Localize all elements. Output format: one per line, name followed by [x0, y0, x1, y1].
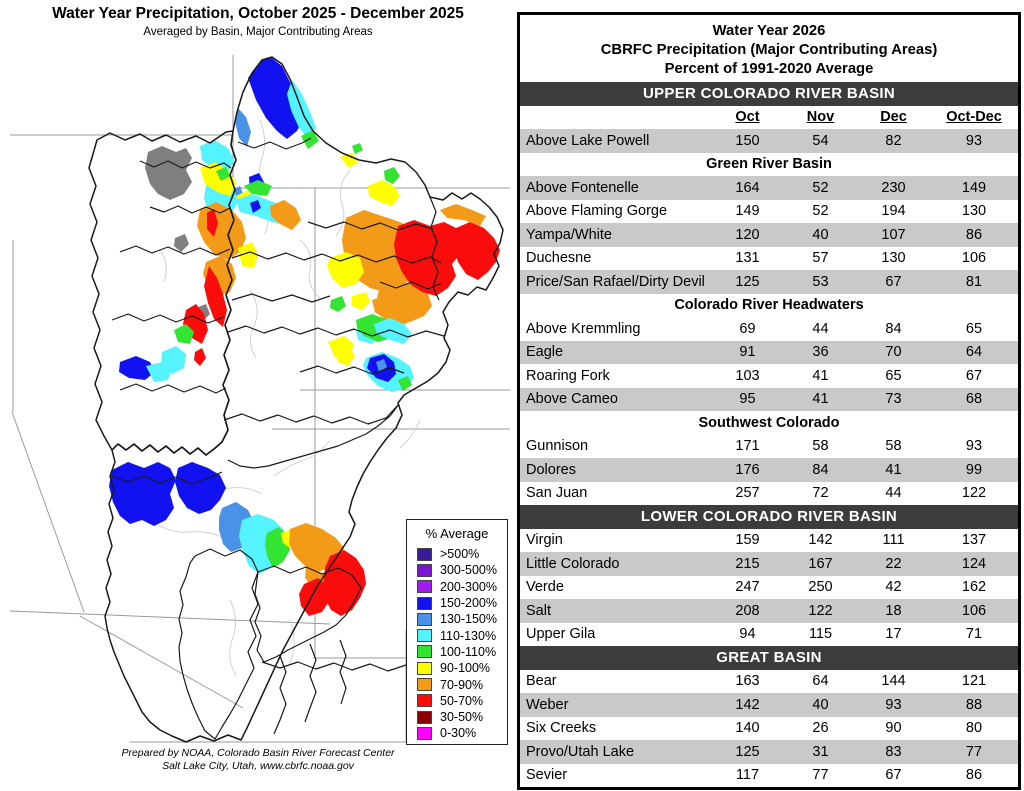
- legend-swatch-icon: [417, 694, 432, 707]
- row-value: 140: [735, 720, 760, 737]
- legend-title: % Average: [425, 526, 489, 541]
- row-basin-name: Price/San Rafael/Dirty Devil: [526, 273, 705, 290]
- row-value: 58: [812, 438, 829, 455]
- row-value: 31: [812, 743, 829, 760]
- table-row: [520, 223, 1018, 247]
- row-value: 82: [885, 132, 902, 149]
- row-value: 67: [885, 767, 902, 784]
- legend-label: 150-200%: [440, 596, 497, 611]
- table-row: [520, 599, 1018, 623]
- table-title-line1: Water Year 2026: [712, 23, 826, 39]
- legend-label: 100-110%: [440, 644, 497, 659]
- row-value: 120: [735, 226, 760, 243]
- row-value: 150: [735, 132, 760, 149]
- row-value: 171: [735, 438, 760, 455]
- row-basin-name: Eagle: [526, 344, 564, 361]
- table-row: [520, 482, 1018, 506]
- table-row: [520, 693, 1018, 717]
- map-footer: [0, 747, 516, 773]
- row-basin-name: Roaring Fork: [526, 367, 610, 384]
- table-row: [520, 740, 1018, 764]
- row-basin-name: Little Colorado: [526, 555, 620, 572]
- basin-band-header: LOWER COLORADO RIVER BASIN: [520, 505, 1018, 529]
- legend-item: [407, 676, 507, 692]
- row-value: 122: [961, 485, 987, 502]
- table-title-line2: CBRFC Precipitation (Major Contributing Areas): [600, 42, 938, 58]
- row-basin-name: San Juan: [526, 485, 588, 502]
- legend-swatch-icon: [417, 645, 432, 658]
- row-value: 68: [965, 391, 983, 408]
- row-value: 64: [965, 344, 983, 361]
- row-value: 44: [812, 320, 829, 337]
- column-header: Oct: [735, 109, 760, 126]
- table-row: [520, 623, 1018, 647]
- legend-label: 110-130%: [440, 628, 497, 643]
- row-value: 88: [965, 696, 983, 713]
- row-value: 115: [808, 626, 833, 643]
- table-row: [520, 270, 1018, 294]
- row-basin-name: Dolores: [526, 461, 576, 478]
- table-row: [520, 317, 1018, 341]
- legend-label: 300-500%: [440, 563, 497, 578]
- row-value: 71: [965, 626, 983, 643]
- map-title: Water Year Precipitation, October 2025 - December 2025: [52, 5, 464, 22]
- row-value: 65: [965, 320, 983, 337]
- row-value: 69: [739, 320, 756, 337]
- row-basin-name: Sevier: [526, 767, 568, 784]
- legend-swatch-icon: [417, 580, 432, 593]
- table-row: [520, 552, 1018, 576]
- row-value: 99: [965, 461, 983, 478]
- legend-item: [407, 627, 507, 643]
- row-value: 54: [812, 132, 829, 149]
- legend-item: [407, 562, 507, 578]
- row-value: 230: [881, 179, 906, 196]
- row-basin-name: Above Cameo: [526, 391, 618, 408]
- row-value: 106: [961, 602, 987, 619]
- row-value: 22: [885, 555, 902, 572]
- row-value: 41: [885, 461, 902, 478]
- subbasin-header: Green River Basin: [706, 156, 832, 173]
- row-value: 247: [735, 579, 760, 596]
- row-value: 125: [735, 743, 760, 760]
- table-row: [520, 388, 1018, 412]
- precip-table-body: [520, 82, 1018, 787]
- row-value: 124: [961, 555, 987, 572]
- row-value: 26: [812, 720, 829, 737]
- table-title-line3: Percent of 1991-2020 Average: [664, 61, 874, 77]
- table-row: [520, 364, 1018, 388]
- row-value: 162: [961, 579, 987, 596]
- row-value: 42: [885, 579, 902, 596]
- row-basin-name: Above Fontenelle: [526, 179, 639, 196]
- row-value: 149: [735, 203, 760, 220]
- legend-label: 50-70%: [440, 693, 484, 708]
- legend-swatch-icon: [417, 727, 432, 740]
- row-value: 44: [885, 485, 902, 502]
- row-value: 122: [808, 602, 833, 619]
- row-basin-name: Weber: [526, 696, 569, 713]
- row-basin-name: Gunnison: [526, 438, 589, 455]
- legend-swatch-icon: [417, 548, 432, 561]
- row-value: 67: [965, 367, 983, 384]
- legend-label: 90-100%: [440, 661, 491, 676]
- row-value: 103: [735, 367, 760, 384]
- legend-swatch-icon: [417, 711, 432, 724]
- row-value: 176: [735, 461, 760, 478]
- legend-label: 70-90%: [440, 677, 484, 692]
- legend-swatch-icon: [417, 613, 432, 626]
- row-value: 250: [808, 579, 833, 596]
- row-value: 142: [735, 696, 760, 713]
- row-value: 131: [735, 250, 760, 267]
- row-value: 130: [881, 250, 906, 267]
- legend-item: [407, 579, 507, 595]
- row-value: 91: [739, 344, 756, 361]
- row-value: 163: [735, 673, 760, 690]
- row-value: 86: [965, 226, 983, 243]
- precip-table: [517, 12, 1021, 790]
- row-basin-name: Verde: [526, 579, 564, 596]
- row-value: 83: [885, 743, 902, 760]
- row-basin-name: Provo/Utah Lake: [526, 743, 635, 760]
- legend-item: [407, 660, 507, 676]
- row-value: 164: [735, 179, 760, 196]
- legend-swatch-icon: [417, 678, 432, 691]
- row-value: 57: [812, 250, 829, 267]
- row-value: 41: [812, 367, 829, 384]
- legend-label: >500%: [440, 547, 480, 562]
- table-row: [520, 764, 1018, 788]
- table-row: [520, 435, 1018, 459]
- table-row: [520, 717, 1018, 741]
- map-footer-line1: Prepared by NOAA, Colorado Basin River Forecast Center: [121, 747, 395, 759]
- legend-item: [407, 709, 507, 725]
- row-value: 107: [881, 226, 906, 243]
- row-value: 80: [965, 720, 983, 737]
- legend-label: 30-50%: [440, 710, 484, 725]
- row-value: 117: [735, 767, 760, 784]
- row-value: 142: [808, 532, 833, 549]
- legend-label: 0-30%: [440, 726, 477, 741]
- row-value: 81: [965, 273, 983, 290]
- row-value: 208: [735, 602, 760, 619]
- row-value: 17: [885, 626, 902, 643]
- row-value: 94: [739, 626, 756, 643]
- row-basin-name: Upper Gila: [526, 626, 596, 643]
- row-value: 121: [961, 673, 987, 690]
- basin-band-header: UPPER COLORADO RIVER BASIN: [520, 82, 1018, 106]
- row-value: 70: [885, 344, 902, 361]
- column-header-row: [520, 106, 1018, 130]
- row-value: 95: [739, 391, 756, 408]
- row-value: 215: [735, 555, 760, 572]
- row-basin-name: Above Lake Powell: [526, 132, 650, 149]
- row-value: 93: [965, 438, 983, 455]
- row-basin-name: Duchesne: [526, 250, 592, 267]
- row-value: 93: [885, 696, 902, 713]
- row-value: 58: [885, 438, 902, 455]
- subbasin-header: Southwest Colorado: [698, 414, 840, 431]
- legend-swatch-icon: [417, 597, 432, 610]
- row-value: 86: [965, 767, 983, 784]
- row-value: 72: [812, 485, 829, 502]
- table-row: [520, 458, 1018, 482]
- row-value: 167: [808, 555, 833, 572]
- row-value: 84: [812, 461, 829, 478]
- table-row: [520, 529, 1018, 553]
- legend-swatch-icon: [417, 629, 432, 642]
- row-value: 65: [885, 367, 902, 384]
- row-basin-name: Bear: [526, 673, 557, 690]
- legend-item: [407, 693, 507, 709]
- row-value: 40: [812, 696, 829, 713]
- row-value: 257: [735, 485, 760, 502]
- row-value: 130: [961, 203, 987, 220]
- legend-label: 130-150%: [440, 612, 497, 627]
- row-basin-name: Above Flaming Gorge: [526, 203, 668, 220]
- column-header: Dec: [880, 109, 907, 126]
- row-value: 125: [735, 273, 760, 290]
- row-basin-name: Yampa/White: [526, 226, 612, 243]
- row-value: 159: [735, 532, 760, 549]
- column-header: Nov: [806, 109, 835, 126]
- row-basin-name: Above Kremmling: [526, 320, 641, 337]
- legend-label: 200-300%: [440, 579, 497, 594]
- row-value: 53: [812, 273, 829, 290]
- row-value: 137: [961, 532, 987, 549]
- row-value: 93: [965, 132, 983, 149]
- row-value: 18: [885, 602, 902, 619]
- row-value: 41: [812, 391, 829, 408]
- table-row: [520, 176, 1018, 200]
- map-subtitle: Averaged by Basin, Major Contributing Areas: [143, 26, 373, 38]
- map-legend: [406, 519, 508, 745]
- row-value: 144: [881, 673, 906, 690]
- basin-band-header: GREAT BASIN: [520, 646, 1018, 670]
- table-row: [520, 247, 1018, 271]
- table-row: [520, 670, 1018, 694]
- row-value: 77: [812, 767, 829, 784]
- row-value: 149: [961, 179, 987, 196]
- legend-swatch-icon: [417, 564, 432, 577]
- legend-item: [407, 611, 507, 627]
- row-value: 36: [812, 344, 829, 361]
- row-value: 40: [812, 226, 829, 243]
- table-row: [520, 200, 1018, 224]
- legend-item: [407, 546, 507, 562]
- legend-item: [407, 595, 507, 611]
- legend-item: [407, 725, 507, 741]
- row-value: 52: [812, 203, 829, 220]
- row-value: 111: [882, 532, 905, 549]
- legend-item: [407, 644, 507, 660]
- row-value: 67: [885, 273, 902, 290]
- row-value: 194: [881, 203, 906, 220]
- row-basin-name: Six Creeks: [526, 720, 597, 737]
- row-value: 90: [885, 720, 902, 737]
- table-title: [520, 15, 1018, 82]
- legend-items: [407, 546, 507, 742]
- row-value: 64: [812, 673, 829, 690]
- row-basin-name: Virgin: [526, 532, 563, 549]
- map-footer-line2: Salt Lake City, Utah, www.cbrfc.noaa.gov: [162, 760, 354, 772]
- row-value: 77: [965, 743, 983, 760]
- column-header: Oct-Dec: [946, 109, 1002, 126]
- subbasin-header: Colorado River Headwaters: [674, 297, 864, 314]
- table-row: [520, 341, 1018, 365]
- legend-swatch-icon: [417, 662, 432, 675]
- row-value: 52: [812, 179, 829, 196]
- row-basin-name: Salt: [526, 602, 551, 619]
- row-value: 84: [885, 320, 902, 337]
- row-value: 73: [885, 391, 902, 408]
- table-row: [520, 129, 1018, 153]
- row-value: 106: [961, 250, 987, 267]
- table-row: [520, 576, 1018, 600]
